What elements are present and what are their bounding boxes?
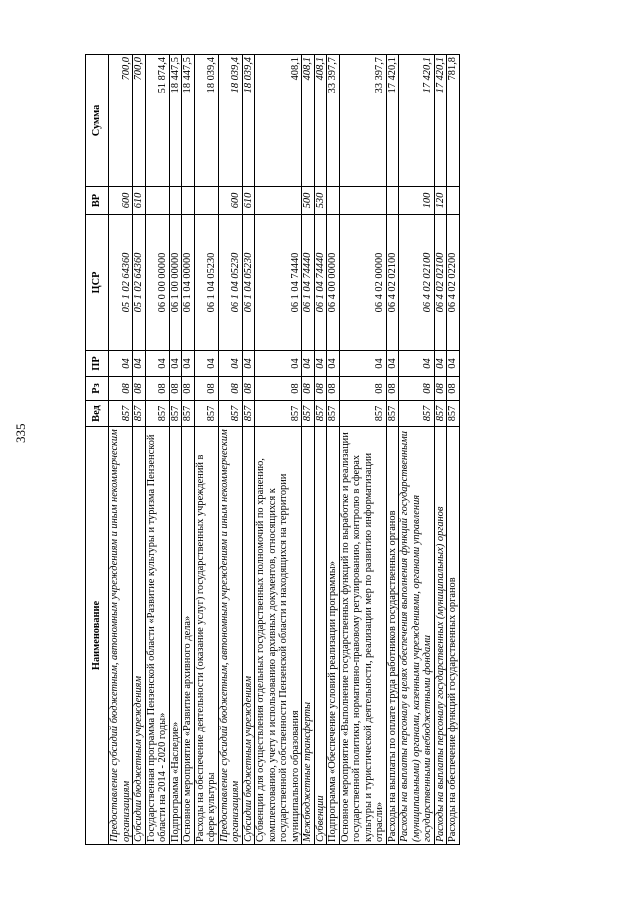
cell-rz: 08 (194, 377, 218, 401)
cell-rz: 08 (182, 377, 195, 401)
cell-pr: 04 (242, 351, 255, 377)
cell-vr (386, 187, 399, 215)
cell-sum: 18 447,5 (169, 55, 182, 187)
cell-name: Подпрограмма «Наследие» (169, 427, 182, 845)
cell-rz: 08 (218, 377, 242, 401)
table-row (145, 55, 169, 845)
cell-csr: 06 1 04 74440 (255, 215, 302, 351)
cell-name: Основное мероприятие «Выполнение государственных функций по выработке и реализации государственной политики, нормативно-правовому регулированию, контролю в сферах культуры и туристической деятельности, реализации мер по развитию информатизации отрасли» (339, 427, 386, 845)
cell-csr: 06 4 02 00000 (339, 215, 386, 351)
table-row (399, 55, 435, 845)
cell-csr: 05 1 02 64360 (133, 215, 146, 351)
cell-csr: 06 1 04 05230 (242, 215, 255, 351)
cell-sum: 33 397,7 (339, 55, 386, 187)
cell-sum: 18 039,4 (194, 55, 218, 187)
cell-pr: 04 (399, 351, 435, 377)
cell-pr: 04 (302, 351, 315, 377)
cell-pr: 04 (182, 351, 195, 377)
cell-vr (182, 187, 195, 215)
cell-vr: 530 (314, 187, 327, 215)
cell-sum: 18 039,4 (218, 55, 242, 187)
cell-sum: 408,1 (302, 55, 315, 187)
cell-rz: 08 (339, 377, 386, 401)
header-rz: Рз (86, 377, 109, 401)
cell-csr: 06 1 04 74440 (302, 215, 315, 351)
header-csr: ЦСР (86, 215, 109, 351)
header-name: Наименование (86, 427, 109, 845)
cell-vr (255, 187, 302, 215)
header-pr: ПР (86, 351, 109, 377)
cell-sum: 33 397,7 (327, 55, 340, 187)
cell-pr: 04 (434, 351, 447, 377)
cell-ved: 857 (386, 401, 399, 427)
cell-ved: 857 (434, 401, 447, 427)
cell-name: Расходы на выплаты персоналу в целях обеспечения выполнения функций государственными (муниципальными) органами, казенными учреждениями, органами управления государственными внебюджетными фондами (399, 427, 435, 845)
cell-name: Расходы на обеспечение функций государственных органов (447, 427, 460, 845)
cell-rz: 08 (314, 377, 327, 401)
cell-rz: 08 (434, 377, 447, 401)
cell-rz: 08 (145, 377, 169, 401)
cell-vr: 610 (133, 187, 146, 215)
table-row (386, 55, 399, 845)
budget-table-container (85, 55, 577, 845)
cell-name: Субвенции (314, 427, 327, 845)
cell-csr: 06 4 02 02100 (399, 215, 435, 351)
cell-name: Основное мероприятие «Развитие архивного дела» (182, 427, 195, 845)
cell-sum: 17 420,1 (434, 55, 447, 187)
cell-vr (145, 187, 169, 215)
cell-vr (169, 187, 182, 215)
table-row (218, 55, 242, 845)
cell-sum: 408,1 (255, 55, 302, 187)
cell-vr: 100 (399, 187, 435, 215)
cell-rz: 08 (399, 377, 435, 401)
cell-sum: 17 420,1 (399, 55, 435, 187)
table-row (447, 55, 460, 845)
cell-name: Расходы на выплаты по оплате труда работников государственных органов (386, 427, 399, 845)
header-sum: Сумма (86, 55, 109, 187)
table-row (169, 55, 182, 845)
cell-csr: 06 1 04 05230 (218, 215, 242, 351)
cell-vr (339, 187, 386, 215)
cell-rz: 08 (133, 377, 146, 401)
cell-sum: 18 039,4 (242, 55, 255, 187)
cell-pr: 04 (447, 351, 460, 377)
cell-sum: 51 874,4 (145, 55, 169, 187)
cell-rz: 08 (302, 377, 315, 401)
header-vr: ВР (86, 187, 109, 215)
cell-vr (447, 187, 460, 215)
cell-pr: 04 (133, 351, 146, 377)
cell-csr: 06 4 00 00000 (327, 215, 340, 351)
cell-csr: 06 1 04 05230 (194, 215, 218, 351)
cell-ved: 857 (169, 401, 182, 427)
budget-table (85, 54, 460, 845)
cell-name: Расходы на обеспечение деятельности (оказание услуг) государственных учреждений в сфере культуры (194, 427, 218, 845)
table-row (109, 55, 133, 845)
cell-vr (327, 187, 340, 215)
header-ved: Вед (86, 401, 109, 427)
cell-csr: 06 1 04 74440 (314, 215, 327, 351)
table-header-row (86, 55, 109, 845)
cell-vr: 500 (302, 187, 315, 215)
cell-ved: 857 (194, 401, 218, 427)
cell-rz: 08 (327, 377, 340, 401)
cell-ved: 857 (242, 401, 255, 427)
cell-rz: 08 (169, 377, 182, 401)
cell-name: Межбюджетные трансферты (302, 427, 315, 845)
cell-name: Предоставление субсидий бюджетным, автономным учреждениям и иным некоммерческим организациям (109, 427, 133, 845)
cell-ved: 857 (109, 401, 133, 427)
cell-csr: 06 1 00 00000 (169, 215, 182, 351)
cell-pr: 04 (194, 351, 218, 377)
cell-pr: 04 (145, 351, 169, 377)
cell-vr: 610 (242, 187, 255, 215)
cell-sum: 408,1 (314, 55, 327, 187)
cell-vr: 600 (109, 187, 133, 215)
cell-sum: 18 447,5 (182, 55, 195, 187)
cell-csr: 06 1 04 00000 (182, 215, 195, 351)
cell-pr: 04 (109, 351, 133, 377)
cell-pr: 04 (255, 351, 302, 377)
cell-vr: 600 (218, 187, 242, 215)
cell-ved: 857 (255, 401, 302, 427)
cell-csr: 06 4 02 02100 (434, 215, 447, 351)
cell-rz: 08 (109, 377, 133, 401)
cell-csr: 06 4 02 02200 (447, 215, 460, 351)
cell-sum: 781,8 (447, 55, 460, 187)
cell-name: Субвенции для осуществления отдельных государственных полномочий по хранению, комплектованию, учету и использованию архивных документов, относящихся к государственной собственности Пензенской области и находящихся на территории муниципального образования (255, 427, 302, 845)
cell-ved: 857 (145, 401, 169, 427)
table-row (314, 55, 327, 845)
cell-name: Субсидии бюджетным учреждениям (133, 427, 146, 845)
table-row (327, 55, 340, 845)
cell-ved: 857 (182, 401, 195, 427)
cell-sum: 17 420,1 (386, 55, 399, 187)
cell-sum: 700,0 (133, 55, 146, 187)
cell-csr: 06 0 00 00000 (145, 215, 169, 351)
cell-name: Государственная программа Пензенской области «Развитие культуры и туризма Пензенской области на 2014 - 2020 годы» (145, 427, 169, 845)
cell-rz: 08 (447, 377, 460, 401)
cell-pr: 04 (386, 351, 399, 377)
cell-ved: 857 (314, 401, 327, 427)
table-row (133, 55, 146, 845)
cell-ved: 857 (133, 401, 146, 427)
page-number: 335 (13, 423, 28, 443)
cell-pr: 04 (314, 351, 327, 377)
table-row (182, 55, 195, 845)
cell-ved: 857 (339, 401, 386, 427)
cell-ved: 857 (302, 401, 315, 427)
cell-rz: 08 (242, 377, 255, 401)
cell-name: Субсидии бюджетным учреждениям (242, 427, 255, 845)
cell-rz: 08 (386, 377, 399, 401)
cell-ved: 857 (218, 401, 242, 427)
table-row (194, 55, 218, 845)
cell-pr: 04 (327, 351, 340, 377)
table-row (302, 55, 315, 845)
table-row (242, 55, 255, 845)
cell-name: Расходы на выплаты персоналу государственных (муниципальных) органов (434, 427, 447, 845)
cell-ved: 857 (447, 401, 460, 427)
table-row (339, 55, 386, 845)
cell-ved: 857 (399, 401, 435, 427)
cell-name: Подпрограмма «Обеспечение условий реализации программы» (327, 427, 340, 845)
cell-rz: 08 (255, 377, 302, 401)
table-row (255, 55, 302, 845)
cell-pr: 04 (339, 351, 386, 377)
cell-name: Предоставление субсидий бюджетным, автономным учреждениям и иным некоммерческим организациям (218, 427, 242, 845)
table-row (434, 55, 447, 845)
cell-pr: 04 (169, 351, 182, 377)
cell-sum: 700,0 (109, 55, 133, 187)
cell-pr: 04 (218, 351, 242, 377)
cell-vr (194, 187, 218, 215)
cell-ved: 857 (327, 401, 340, 427)
cell-csr: 05 1 02 64360 (109, 215, 133, 351)
cell-csr: 06 4 02 02100 (386, 215, 399, 351)
cell-vr: 120 (434, 187, 447, 215)
